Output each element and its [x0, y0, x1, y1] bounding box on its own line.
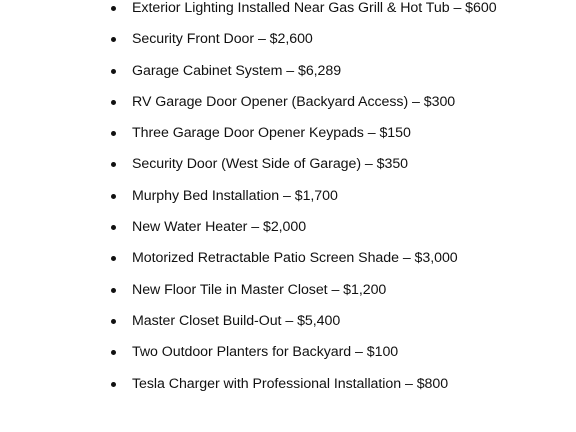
list-item-text: RV Garage Door Opener (Backyard Access) – $300 — [132, 93, 456, 110]
bullet-icon — [111, 288, 116, 293]
list-item-text: Garage Cabinet System – $6,289 — [132, 62, 342, 79]
list-item-text: Security Front Door – $2,600 — [132, 31, 313, 48]
bullet-icon — [111, 194, 116, 199]
list-item-text: Tesla Charger with Professional Installation – $800 — [132, 375, 449, 392]
list-item-text: Murphy Bed Installation – $1,700 — [132, 187, 338, 204]
list-item-text: Motorized Retractable Patio Screen Shade – $3,000 — [132, 250, 458, 267]
bullet-icon — [111, 37, 116, 42]
bullet-icon — [111, 69, 116, 74]
list-item-text: New Floor Tile in Master Closet – $1,200 — [132, 281, 387, 298]
bullet-icon — [111, 382, 116, 387]
bullet-icon — [111, 256, 116, 261]
bullet-icon — [111, 319, 116, 324]
list-item-text: Master Closet Build-Out – $5,400 — [132, 312, 341, 329]
bullet-icon — [111, 350, 116, 355]
list-item-text: Two Outdoor Planters for Backyard – $100 — [132, 344, 399, 361]
bullet-icon — [111, 162, 116, 167]
bullet-icon — [111, 131, 116, 136]
list-item-text: New Water Heater – $2,000 — [132, 219, 307, 236]
list-item-text: Exterior Lighting Installed Near Gas Grill & Hot Tub – $600 — [132, 0, 497, 16]
list-item-text: Security Door (West Side of Garage) – $350 — [132, 156, 409, 173]
bullet-icon — [111, 225, 116, 230]
bullet-icon — [111, 6, 116, 11]
list-item-text: Three Garage Door Opener Keypads – $150 — [132, 125, 411, 142]
bullet-icon — [111, 100, 116, 105]
